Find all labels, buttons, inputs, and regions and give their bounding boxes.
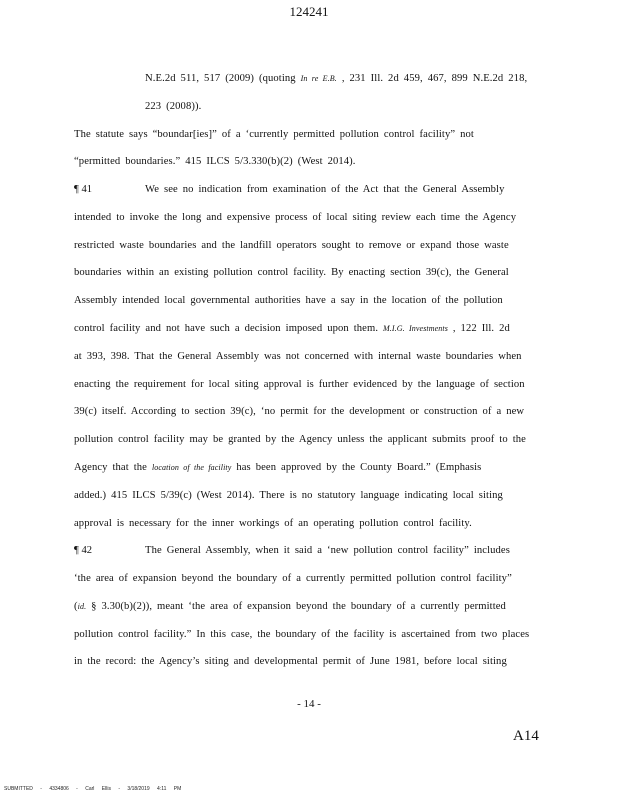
paragraph-text: Agency that the [74,462,147,473]
paragraph-41-line-6 [74,323,510,334]
paragraph-41-line-1: We see no indication from examination of the Act that the General Assembly [145,184,505,195]
paragraph-text: § 3.30(b)(2)), meant ‘the area of expansion beyond the boundary of a currently permitted [86,601,506,612]
paragraph-42-line-5: in the record: the Agency’s siting and developmental permit of June 1981, before local siting [74,656,507,667]
paragraph-text: has been approved by the County Board.” (Emphasis [236,462,482,473]
paragraph-42-line-1: The General Assembly, when it said a ‘new pollution control facility” includes [145,545,510,556]
paragraph-41-line-7: at 393, 398. That the General Assembly was not concerned with internal waste boundaries when [74,351,522,362]
paragraph-41-line-9: 39(c) itself. According to section 39(c), ‘no permit for the development or construction of a new [74,406,525,417]
document-number: 124241 [289,4,329,19]
paragraph-41-line-10: pollution control facility may be granted by the Agency unless the applicant submits proof to the [74,434,526,445]
paragraph-41-line-11 [74,462,481,473]
case-name-in-re-eb: In re E.B. [300,74,337,83]
paragraph-41-line-13: approval is necessary for the inner workings of an operating pollution control facility. [74,518,472,529]
citation-line-2: 223 (2008)). [145,101,202,112]
page-number: - 14 - [297,698,321,710]
citation-text: , 231 Ill. 2d 459, 467, 899 N.E.2d 218, [341,73,528,84]
paragraph-41-line-8: enacting the requirement for local siting approval is further evidenced by the language of section [74,379,525,390]
statute-line-1: The statute says “boundar[ies]” of a ‘currently permitted pollution control facility” not [74,129,474,140]
paragraph-42-line-3 [74,601,506,612]
citation-line-1 [145,73,527,84]
paragraph-text: control facility and not have such a decision imposed upon them. [74,323,379,334]
id-citation: id. [77,602,87,611]
statute-line-2: “permitted boundaries.” 415 ILCS 5/3.330(b)(2) (West 2014). [74,156,356,167]
paragraph-41-line-4: boundaries within an existing pollution control facility. By enacting section 39(c), the General [74,267,509,278]
appendix-page-label: A14 [513,728,539,744]
paragraph-41-line-2: intended to invoke the long and expensive process of local siting review each time the Agency [74,212,517,223]
paragraph-text: , 122 Ill. 2d [452,323,510,334]
paragraph-text: ( [74,601,78,612]
paragraph-42-mark: ¶ 42 [74,545,93,556]
submission-stamp: SUBMITTED - 4334806 - Carl Ellis - 3/18/2019 4:11 PM [4,786,182,792]
paragraph-41-line-3: restricted waste boundaries and the landfill operators sought to remove or expand those waste [74,240,509,251]
citation-text: N.E.2d 511, 517 (2009) (quoting [145,73,296,84]
paragraph-41-line-12: added.) 415 ILCS 5/39(c) (West 2014). There is no statutory language indicating local siting [74,490,503,501]
emphasized-phrase: location of the facility [151,463,232,472]
paragraph-42-line-2: ‘the area of expansion beyond the boundary of a currently permitted pollution control facility” [74,573,512,584]
paragraph-42-line-4: pollution control facility.” In this case, the boundary of the facility is ascertained from two places [74,629,530,640]
paragraph-41-mark: ¶ 41 [74,184,93,195]
case-name-mig-investments: M.I.G. Investments [383,324,448,333]
paragraph-41-line-5: Assembly intended local governmental authorities have a say in the location of the pollution [74,295,503,306]
